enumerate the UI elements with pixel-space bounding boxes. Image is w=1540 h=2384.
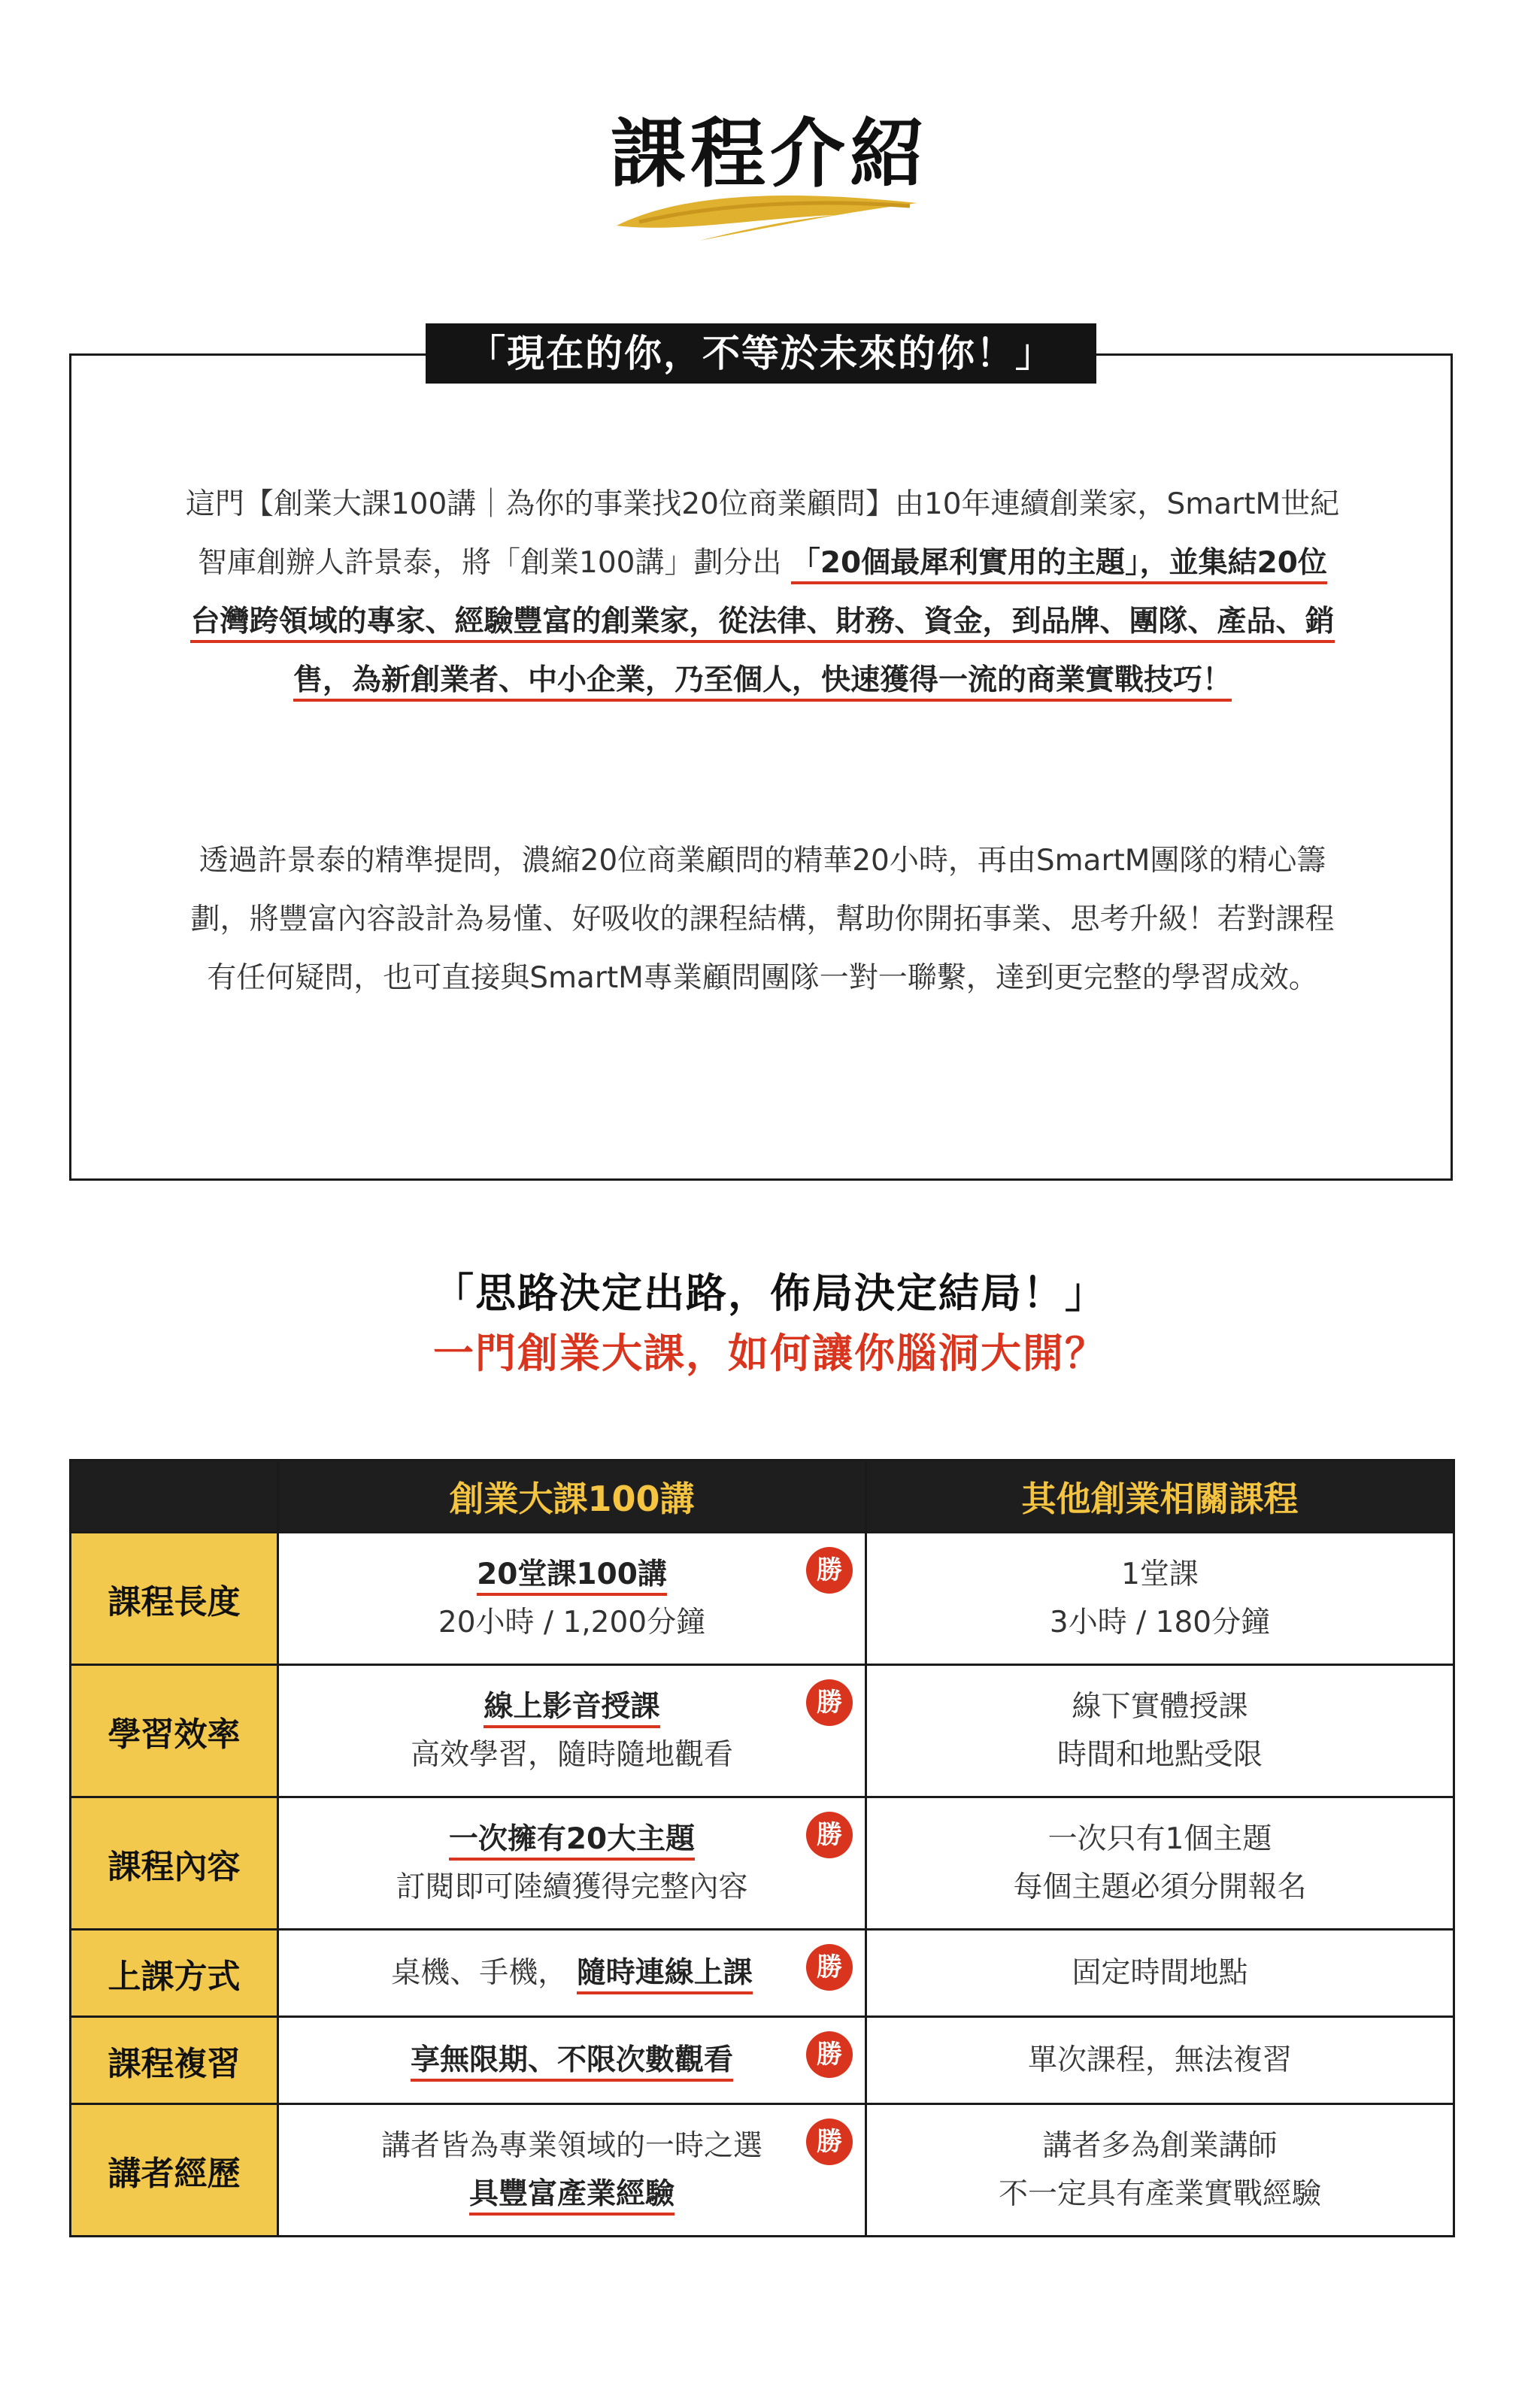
cell-ours-lecturer-sub: 具豐富產業經驗 xyxy=(469,2177,675,2216)
cell-ours-efficiency xyxy=(278,1665,866,1797)
cell-other-length xyxy=(866,1533,1454,1665)
row-head-efficiency: 學習效率 xyxy=(71,1665,278,1797)
win-badge: 勝 xyxy=(806,1679,853,1726)
table-row-review xyxy=(71,2017,1454,2104)
intro-paragraph-1-text: 這門【創業大課100講｜為你的事業找20位商業顧問】由10年連續創業家，SmartM世紀智庫創辦人許景泰，將「創業100講」劃分出 xyxy=(185,487,1340,580)
cell-ours-content-main: 一次擁有20大主題 xyxy=(449,1822,695,1861)
win-badge: 勝 xyxy=(806,2119,853,2165)
win-badge: 勝 xyxy=(806,1812,853,1858)
table-row-efficiency xyxy=(71,1665,1454,1797)
cell-ours-review xyxy=(278,2017,866,2104)
cell-ours-method xyxy=(278,1930,866,2017)
cell-ours-length-main: 20堂課100講 xyxy=(477,1557,667,1596)
intro-label: 「現在的你，不等於未來的你！」 xyxy=(426,323,1096,384)
table-corner-cell xyxy=(71,1460,278,1533)
cell-ours-method-main: 隨時連線上課 xyxy=(577,1956,753,1994)
row-head-method: 上課方式 xyxy=(71,1930,278,2017)
row-head-content: 課程內容 xyxy=(71,1797,278,1930)
intro-paragraph-1 xyxy=(185,475,1340,710)
section-title xyxy=(0,105,1540,233)
row-head-lecturer: 講者經歷 xyxy=(71,2104,278,2237)
cell-ours-length-sub: 20小時 / 1,200分鐘 xyxy=(438,1605,706,1639)
column-header-ours: 創業大課100講 xyxy=(278,1460,866,1533)
table-header-row xyxy=(71,1460,1454,1533)
column-header-other: 其他創業相關課程 xyxy=(866,1460,1454,1533)
win-badge: 勝 xyxy=(806,2031,853,2078)
row-head-length: 課程長度 xyxy=(71,1533,278,1665)
cell-other-lecturer-main: 講者多為創業講師 xyxy=(1042,2128,1278,2163)
comparison-table xyxy=(69,1459,1455,2237)
row-head-review: 課程複習 xyxy=(71,2017,278,2104)
table-row-method xyxy=(71,1930,1454,2017)
cell-ours-review-main: 享無限期、不限次數觀看 xyxy=(411,2043,733,2082)
table-row-length xyxy=(71,1533,1454,1665)
slogan-line-1: 「思路決定出路，佈局決定結局！」 xyxy=(433,1269,1107,1317)
slogan-line-2: 一門創業大課，如何讓你腦洞大開？ xyxy=(433,1330,1107,1377)
page-title: 課程介紹 xyxy=(611,110,929,198)
cell-ours-lecturer xyxy=(278,2104,866,2237)
intro-paragraph-2: 透過許景泰的精準提問，濃縮20位商業顧問的精華20小時，再由SmartM團隊的精心籌劃，將豐富內容設計為易懂、好吸收的課程結構，幫助你開拓事業、思考升級！若對課程有任何疑問，也可直接與SmartM專業顧問團隊一對一聯繫，達到更完整的學習成效。 xyxy=(190,844,1335,995)
intro-paragraph-1-highlight: 「20個最犀利實用的主題」，並集結20位台灣跨領域的專家、經驗豐富的創業家，從法律、財務、資金，到品牌、團隊、產品、銷售，為新創業者、中小企業，乃至個人，快速獲得一流的商業實戰技巧！ xyxy=(190,546,1334,702)
cell-other-efficiency-sub: 時間和地點受限 xyxy=(1056,1737,1263,1772)
cell-ours-efficiency-sub: 高效學習，隨時隨地觀看 xyxy=(410,1737,733,1772)
cell-ours-length xyxy=(278,1533,866,1665)
cell-other-method-main: 固定時間地點 xyxy=(1072,1955,1248,1990)
cell-other-lecturer xyxy=(866,2104,1454,2237)
cell-other-length-main: 1堂課 xyxy=(1121,1557,1199,1591)
win-badge: 勝 xyxy=(806,1944,853,1991)
cell-other-efficiency xyxy=(866,1665,1454,1797)
cell-other-content xyxy=(866,1797,1454,1930)
cell-other-content-main: 一次只有1個主題 xyxy=(1047,1821,1272,1856)
cell-other-review xyxy=(866,2017,1454,2104)
cell-other-lecturer-sub: 不一定具有產業實戰經驗 xyxy=(998,2176,1321,2211)
cell-ours-content-sub: 訂閱即可陸續獲得完整內容 xyxy=(396,1870,748,1904)
cell-other-method xyxy=(866,1930,1454,2017)
table-row-lecturer xyxy=(71,2104,1454,2237)
cell-other-content-sub: 每個主題必須分開報名 xyxy=(1013,1870,1307,1904)
cell-other-efficiency-main: 線下實體授課 xyxy=(1072,1689,1248,1724)
cell-ours-efficiency-main: 線上影音授課 xyxy=(484,1690,659,1728)
cell-ours-method-prefix: 桌機、手機， xyxy=(391,1955,568,1990)
table-row-content xyxy=(71,1797,1454,1930)
win-badge: 勝 xyxy=(806,1547,853,1594)
cell-other-length-sub: 3小時 / 180分鐘 xyxy=(1049,1605,1271,1639)
cell-other-review-main: 單次課程，無法複習 xyxy=(1027,2043,1292,2077)
cell-ours-content xyxy=(278,1797,866,1930)
cell-ours-lecturer-main: 講者皆為專業領域的一時之選 xyxy=(380,2128,762,2163)
